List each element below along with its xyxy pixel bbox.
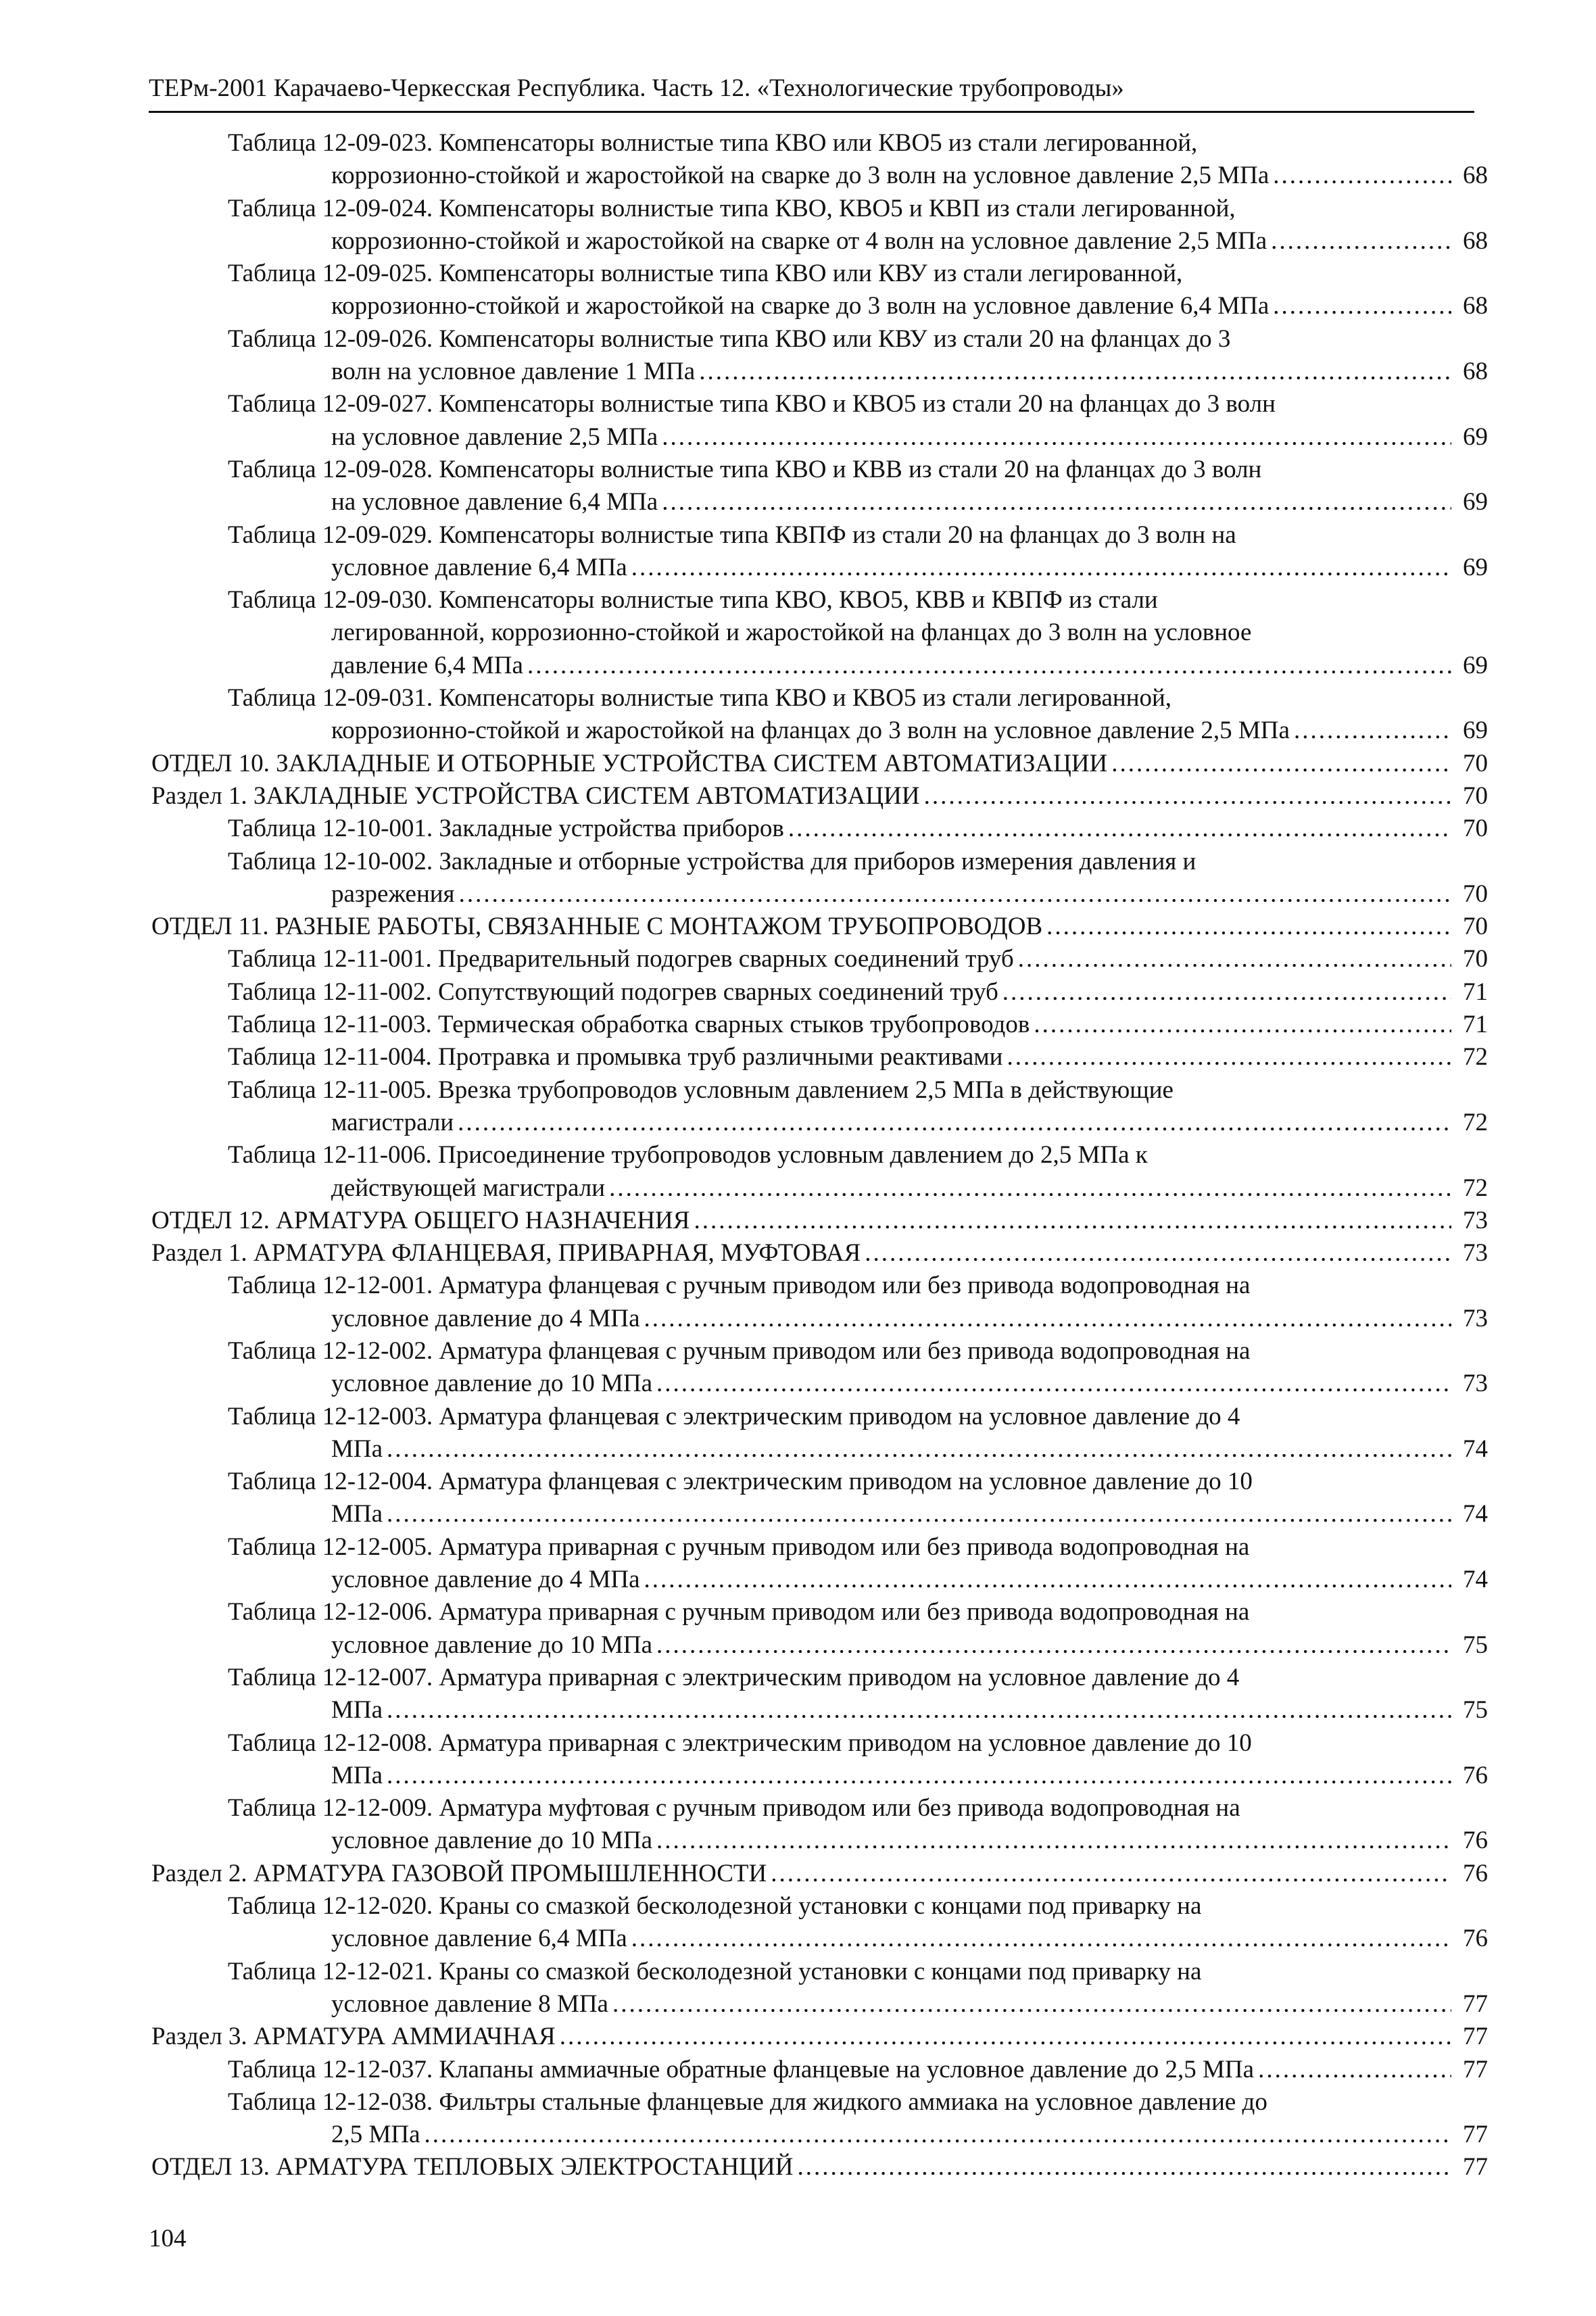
toc-page-number: 73: [1463, 1370, 1488, 1398]
toc-entry-line: [0, 2021, 1596, 2053]
toc-entry-line: [0, 1694, 1596, 1727]
toc-entry-line: [0, 421, 1596, 454]
toc-entry-line: [0, 258, 1596, 290]
toc-entry-text: на условное давление 2,5 МПа: [331, 423, 658, 451]
toc-table-entry[interactable]: [0, 813, 1596, 845]
toc-entry-text: МПа: [331, 1434, 383, 1463]
dot-leader: [387, 1760, 1451, 1792]
toc-entry-text: Таблица 12-11-003. Термическая обработка сварных стыков трубопроводов: [228, 1011, 1030, 1039]
toc-entry-line: [0, 682, 1596, 715]
toc-page-number: 70: [1463, 913, 1488, 941]
toc-table-entry[interactable]: [0, 943, 1596, 975]
toc-entry-line: [0, 846, 1596, 878]
toc-entry-line: [0, 1335, 1596, 1368]
dot-leader: [631, 552, 1451, 584]
toc-entry-line: [0, 193, 1596, 225]
dot-leader: [387, 1498, 1451, 1530]
toc-page-number: 72: [1463, 1043, 1488, 1071]
toc-entry-line: [0, 1205, 1596, 1237]
page-header: ТЕРм-2001 Карачаево-Черкесская Республика. Часть 12. «Технологические трубопроводы»: [149, 66, 1474, 113]
dot-leader: [771, 1858, 1451, 1890]
dot-leader: [458, 1107, 1451, 1139]
toc-table-entry[interactable]: [0, 388, 1596, 454]
toc-entry-line: [0, 1662, 1596, 1694]
toc-page-number: 70: [1463, 749, 1488, 777]
dot-leader: [656, 1825, 1451, 1857]
toc-entry-text: Таблица 12-12-038. Фильтры стальные фланцевые для жидкого аммиака на условное давление до: [228, 2088, 1267, 2116]
toc-entry-line: [0, 584, 1596, 617]
dot-leader: [1002, 976, 1451, 1009]
toc-entry-line: [0, 2054, 1596, 2086]
dot-leader: [1273, 290, 1451, 322]
toc-entry-line: [0, 127, 1596, 160]
toc-entry-line: [0, 715, 1596, 747]
toc-entry-text: легированной, коррозионно-стойкой и жаростойкой на фланцах до 3 волн на условное: [331, 619, 1252, 647]
toc-page-number: 70: [1463, 879, 1488, 908]
toc-entry-line: [0, 486, 1596, 518]
toc-table-entry[interactable]: [0, 1139, 1596, 1205]
toc-entry-line: [0, 1727, 1596, 1760]
toc-table-entry[interactable]: [0, 1041, 1596, 1073]
toc-entry-text: Таблица 12-10-002. Закладные и отборные устройства для приборов измерения давления и: [228, 847, 1196, 875]
toc-entry-text: давление 6,4 МПа: [331, 651, 523, 679]
toc-table-entry[interactable]: [0, 1531, 1596, 1597]
toc-entry-line: [0, 1401, 1596, 1433]
toc-entry-line: [0, 454, 1596, 486]
toc-page-number: 69: [1463, 423, 1488, 451]
toc-entry-text: Таблица 12-09-023. Компенсаторы волнистые типа КВО или КВО5 из стали легированной,: [228, 129, 1198, 157]
toc-entry-text: ОТДЕЛ 10. ЗАКЛАДНЫЕ И ОТБОРНЫЕ УСТРОЙСТВА СИСТЕМ АВТОМАТИЗАЦИИ: [151, 749, 1108, 777]
toc-entry-line: [0, 1825, 1596, 1857]
toc-entry-line: [0, 1956, 1596, 1988]
toc-entry-text: условное давление до 4 МПа: [331, 1304, 640, 1332]
dot-leader: [459, 878, 1451, 911]
toc-entry-text: Таблица 12-09-026. Компенсаторы волнистые типа КВО или КВУ из стали 20 на фланцах до 3: [228, 324, 1231, 353]
toc-entry-line: [0, 356, 1596, 388]
toc-entry-text: Таблица 12-12-005. Арматура приварная с ручным приводом или без привода водопроводная на: [228, 1533, 1250, 1561]
toc-entry-line: [0, 1466, 1596, 1498]
toc-entry-line: [0, 976, 1596, 1009]
toc-entry-line: [0, 388, 1596, 420]
dot-leader: [662, 421, 1451, 454]
toc-section-entry[interactable]: [0, 1237, 1596, 1270]
toc-entry-text: условное давление до 10 МПа: [331, 1370, 653, 1398]
dot-leader: [425, 2119, 1451, 2151]
toc-entry-text: условное давление 8 МПа: [331, 1989, 608, 2018]
toc-entry-line: [0, 2086, 1596, 2119]
toc-entry-line: [0, 1629, 1596, 1662]
toc-entry-text: условное давление до 4 МПа: [331, 1566, 640, 1594]
toc-entry-text: Таблица 12-12-009. Арматура муфтовая с ручным приводом или без привода водопроводная на: [228, 1794, 1240, 1823]
toc-table-entry[interactable]: [0, 1270, 1596, 1335]
dot-leader: [631, 1923, 1451, 1955]
toc-entry-line: [0, 1498, 1596, 1530]
toc-entry-text: Таблица 12-09-028. Компенсаторы волнистые типа КВО и КВВ из стали 20 на фланцах до 3 волн: [228, 455, 1262, 483]
toc-page-number: 77: [1463, 2055, 1488, 2083]
toc-entry-line: [0, 1858, 1596, 1890]
toc-entry-text: коррозионно-стойкой и жаростойкой на сварке до 3 волн на условное давление 2,5 МПа: [331, 162, 1269, 190]
toc-entry-text: Таблица 12-12-037. Клапаны аммиачные обратные фланцевые на условное давление до 2,5 МПа: [228, 2055, 1255, 2083]
toc-page-number: 72: [1463, 1174, 1488, 1202]
toc-page-number: 76: [1463, 1761, 1488, 1789]
toc-entry-text: Таблица 12-09-029. Компенсаторы волнистые типа КВПФ из стали 20 на фланцах до 3 волн на: [228, 521, 1236, 549]
toc-entry-line: [0, 1564, 1596, 1596]
toc-page-number: 69: [1463, 651, 1488, 679]
toc-entry-text: МПа: [331, 1761, 383, 1789]
toc-entry-text: Таблица 12-11-002. Сопутствующий подогрев сварных соединений труб: [228, 978, 998, 1006]
toc-table-entry[interactable]: [0, 1792, 1596, 1858]
toc-page-number: 73: [1463, 1304, 1488, 1332]
toc-entry-line: [0, 1303, 1596, 1335]
toc-entry-line: [0, 323, 1596, 356]
dot-leader: [1046, 911, 1451, 943]
dot-leader: [1111, 748, 1451, 780]
toc-entry-text: Таблица 12-12-021. Краны со смазкой бесколодезной установки с концами под приварку на: [228, 1957, 1202, 1985]
toc-entry-line: [0, 160, 1596, 192]
toc-table-entry[interactable]: [0, 682, 1596, 748]
toc-entry-line: [0, 1368, 1596, 1400]
toc-page-number: 75: [1463, 1696, 1488, 1724]
toc-entry-text: Таблица 12-12-006. Арматура приварная с ручным приводом или без привода водопроводная на: [228, 1598, 1250, 1626]
toc-table-entry[interactable]: [0, 519, 1596, 585]
dot-leader: [387, 1433, 1451, 1466]
toc-entry-text: разрежения: [331, 879, 455, 908]
toc-entry-text: ОТДЕЛ 13. АРМАТУРА ТЕПЛОВЫХ ЭЛЕКТРОСТАНЦИЙ: [151, 2153, 794, 2181]
toc-entry-line: [0, 748, 1596, 780]
toc-page-number: 70: [1463, 815, 1488, 843]
toc-entry-text: Таблица 12-12-003. Арматура фланцевая с электрическим приводом на условное давление до 4: [228, 1402, 1240, 1430]
toc-table-entry[interactable]: [0, 2054, 1596, 2086]
toc-entry-line: [0, 943, 1596, 975]
toc-entry-text: Таблица 12-12-004. Арматура фланцевая с электрическим приводом на условное давление до 10: [228, 1468, 1253, 1496]
toc-entry-text: Таблица 12-09-027. Компенсаторы волнистые типа КВО и КВО5 из стали 20 на фланцах до 3 волн: [228, 390, 1276, 418]
toc-entry-line: [0, 1923, 1596, 1955]
toc-entry-line: [0, 1139, 1596, 1172]
toc-table-entry[interactable]: [0, 1009, 1596, 1041]
toc-entry-text: на условное давление 6,4 МПа: [331, 488, 658, 516]
toc-entry-text: Раздел 1. АРМАТУРА ФЛАНЦЕВАЯ, ПРИВАРНАЯ, МУФТОВАЯ: [151, 1239, 861, 1268]
toc-table-entry[interactable]: [0, 1727, 1596, 1793]
toc-entry-text: коррозионно-стойкой и жаростойкой на фланцах до 3 волн на условное давление 2,5 МПа: [331, 717, 1290, 745]
toc-page-number: 76: [1463, 1827, 1488, 1855]
toc-entry-text: Таблица 12-11-005. Врезка трубопроводов условным давлением 2,5 МПа в действующие: [228, 1076, 1174, 1104]
toc-entry-text: Таблица 12-09-030. Компенсаторы волнистые типа КВО, КВО5, КВВ и КВПФ из стали: [228, 586, 1158, 614]
toc-entry-line: [0, 1596, 1596, 1629]
toc-page-number: 77: [1463, 2023, 1488, 2051]
dot-leader: [1018, 943, 1451, 975]
toc-entry-line: [0, 1172, 1596, 1205]
toc-entry-text: волн на условное давление 1 МПа: [331, 358, 696, 386]
toc-entry-line: [0, 519, 1596, 552]
dot-leader: [699, 356, 1451, 388]
toc-page-number: 68: [1463, 162, 1488, 190]
toc-page-number: 77: [1463, 2153, 1488, 2181]
toc-table-entry[interactable]: [0, 1401, 1596, 1466]
toc-entry-line: [0, 2119, 1596, 2151]
toc-entry-line: [0, 1041, 1596, 1073]
toc-table-entry[interactable]: [0, 1596, 1596, 1662]
toc-entry-line: [0, 1433, 1596, 1466]
toc-chapter-entry[interactable]: [0, 1205, 1596, 1237]
toc-table-entry[interactable]: [0, 258, 1596, 323]
toc-page-number: 71: [1463, 978, 1488, 1006]
toc-section-entry[interactable]: [0, 2021, 1596, 2053]
toc-entry-line: [0, 1531, 1596, 1564]
toc-entry-text: коррозионно-стойкой и жаростойкой на сварке до 3 волн на условное давление 6,4 МПа: [331, 292, 1269, 320]
toc-entry-text: условное давление 6,4 МПа: [331, 1925, 627, 1953]
toc-entry-line: [0, 1890, 1596, 1923]
dot-leader: [656, 1629, 1451, 1662]
toc-entry-text: коррозионно-стойкой и жаростойкой на сварке от 4 волн на условное давление 2,5 МПа: [331, 226, 1267, 255]
toc-entry-text: Таблица 12-09-024. Компенсаторы волнистые типа КВО, КВО5 и КВП из стали легированной,: [228, 194, 1236, 222]
dot-leader: [609, 1172, 1451, 1205]
toc-entry-text: МПа: [331, 1500, 383, 1528]
dot-leader: [694, 1205, 1451, 1237]
dot-leader: [1007, 1041, 1451, 1073]
toc-chapter-entry[interactable]: [0, 748, 1596, 780]
toc-entry-text: условное давление до 10 МПа: [331, 1631, 653, 1659]
toc-table-entry[interactable]: [0, 976, 1596, 1009]
toc-page-number: 74: [1463, 1566, 1488, 1594]
dot-leader: [662, 486, 1451, 518]
toc-page-number: 70: [1463, 945, 1488, 973]
toc-entry-line: [0, 878, 1596, 911]
toc-entry-line: [0, 617, 1596, 649]
toc-entry-text: Раздел 1. ЗАКЛАДНЫЕ УСТРОЙСТВА СИСТЕМ АВТОМАТИЗАЦИИ: [151, 781, 920, 810]
dot-leader: [1273, 160, 1451, 192]
toc-table-entry[interactable]: [0, 1335, 1596, 1401]
toc-entry-line: [0, 1107, 1596, 1139]
page-number: 104: [149, 2225, 187, 2252]
toc-entry-text: Таблица 12-12-002. Арматура фланцевая с ручным приводом или без привода водопроводная на: [228, 1336, 1251, 1365]
toc-table-entry[interactable]: [0, 2086, 1596, 2152]
toc-entry-text: 2,5 МПа: [331, 2121, 420, 2149]
toc-page-number: 73: [1463, 1206, 1488, 1234]
toc-page-number: 69: [1463, 553, 1488, 581]
toc-entry-text: Раздел 3. АРМАТУРА АММИАЧНАЯ: [151, 2023, 556, 2051]
toc-entry-line: [0, 1760, 1596, 1792]
dot-leader: [560, 2021, 1451, 2053]
toc-entry-text: Таблица 12-11-001. Предварительный подогрев сварных соединений труб: [228, 945, 1014, 973]
toc-section-entry[interactable]: [0, 1858, 1596, 1890]
toc-entry-text: действующей магистрали: [331, 1174, 606, 1202]
toc-page-number: 69: [1463, 488, 1488, 516]
toc-page-number: 72: [1463, 1108, 1488, 1136]
toc-page-number: 73: [1463, 1239, 1488, 1268]
toc-page-number: 74: [1463, 1434, 1488, 1463]
toc-table-entry[interactable]: [0, 127, 1596, 193]
toc-entry-text: Таблица 12-10-001. Закладные устройства приборов: [228, 815, 784, 843]
toc-entry-line: [0, 552, 1596, 584]
toc-page-number: 68: [1463, 358, 1488, 386]
toc-entry-line: [0, 2151, 1596, 2184]
toc-entry-line: [0, 225, 1596, 258]
toc-table-entry[interactable]: [0, 454, 1596, 519]
toc-table-entry[interactable]: [0, 846, 1596, 911]
toc-entry-text: ОТДЕЛ 12. АРМАТУРА ОБЩЕГО НАЗНАЧЕНИЯ: [151, 1206, 690, 1234]
toc-entry-text: МПа: [331, 1696, 383, 1724]
dot-leader: [527, 650, 1451, 682]
toc-page-number: 74: [1463, 1500, 1488, 1528]
toc-table-entry[interactable]: [0, 323, 1596, 389]
toc-page-number: 77: [1463, 1989, 1488, 2018]
toc-entry-line: [0, 650, 1596, 682]
toc-page-number: 70: [1463, 781, 1488, 810]
toc-chapter-entry[interactable]: [0, 2151, 1596, 2184]
toc-page-number: 75: [1463, 1631, 1488, 1659]
toc-page-number: 71: [1463, 1011, 1488, 1039]
toc-entry-text: Таблица 12-12-008. Арматура приварная с электрическим приводом на условное давление до 10: [228, 1729, 1252, 1757]
dot-leader: [1294, 715, 1451, 747]
toc-table-entry[interactable]: [0, 1956, 1596, 2021]
toc-entry-line: [0, 1009, 1596, 1041]
dot-leader: [644, 1564, 1451, 1596]
toc-entry-text: Таблица 12-12-007. Арматура приварная с электрическим приводом на условное давление до 4: [228, 1663, 1240, 1691]
toc-entry-line: [0, 813, 1596, 845]
dot-leader: [1271, 225, 1451, 258]
dot-leader: [612, 1988, 1451, 2021]
toc-chapter-entry[interactable]: [0, 911, 1596, 943]
toc-entry-text: ОТДЕЛ 11. РАЗНЫЕ РАБОТЫ, СВЯЗАННЫЕ С МОНТАЖОМ ТРУБОПРОВОДОВ: [151, 913, 1043, 941]
toc-entry-text: Таблица 12-09-031. Компенсаторы волнистые типа КВО и КВО5 из стали легированной,: [228, 684, 1172, 713]
toc-table-entry[interactable]: [0, 584, 1596, 682]
toc-entry-text: Таблица 12-12-001. Арматура фланцевая с ручным приводом или без привода водопроводная на: [228, 1272, 1251, 1300]
dot-leader: [924, 780, 1451, 813]
toc-page-number: 68: [1463, 226, 1488, 255]
dot-leader: [1258, 2054, 1451, 2086]
dot-leader: [387, 1694, 1451, 1727]
toc-page-number: 76: [1463, 1859, 1488, 1887]
toc-table-entry[interactable]: [0, 1662, 1596, 1727]
dot-leader: [656, 1368, 1451, 1400]
toc-table-entry[interactable]: [0, 193, 1596, 258]
toc-entry-text: Раздел 2. АРМАТУРА ГАЗОВОЙ ПРОМЫШЛЕННОСТИ: [151, 1859, 767, 1887]
toc-entry-line: [0, 1988, 1596, 2021]
toc-table-entry[interactable]: [0, 1890, 1596, 1956]
dot-leader: [644, 1303, 1451, 1335]
dot-leader: [865, 1237, 1451, 1270]
toc-entry-line: [0, 290, 1596, 322]
toc-page-number: 68: [1463, 292, 1488, 320]
toc-entry-line: [0, 780, 1596, 813]
toc-entry-text: Таблица 12-11-006. Присоединение трубопроводов условным давлением до 2,5 МПа к: [228, 1141, 1148, 1169]
toc-entry-line: [0, 911, 1596, 943]
toc-section-entry[interactable]: [0, 780, 1596, 813]
dot-leader: [1034, 1009, 1451, 1041]
toc-page-number: 77: [1463, 2121, 1488, 2149]
toc-entry-line: [0, 1237, 1596, 1270]
toc-entry-text: условное давление 6,4 МПа: [331, 553, 627, 581]
toc-entry-line: [0, 1074, 1596, 1107]
toc-page-number: 76: [1463, 1925, 1488, 1953]
table-of-contents: [0, 127, 1596, 2184]
dot-leader: [788, 813, 1451, 845]
toc-entry-text: магистрали: [331, 1108, 454, 1136]
toc-entry-text: Таблица 12-11-004. Протравка и промывка труб различными реактивами: [228, 1043, 1003, 1071]
toc-entry-line: [0, 1792, 1596, 1825]
toc-entry-text: Таблица 12-09-025. Компенсаторы волнистые типа КВО или КВУ из стали легированной,: [228, 260, 1183, 288]
toc-table-entry[interactable]: [0, 1466, 1596, 1531]
toc-table-entry[interactable]: [0, 1074, 1596, 1140]
dot-leader: [797, 2151, 1451, 2184]
toc-page-number: 69: [1463, 717, 1488, 745]
toc-entry-line: [0, 1270, 1596, 1302]
toc-entry-text: Таблица 12-12-020. Краны со смазкой бесколодезной установки с концами под приварку на: [228, 1892, 1202, 1921]
toc-entry-text: условное давление до 10 МПа: [331, 1827, 653, 1855]
